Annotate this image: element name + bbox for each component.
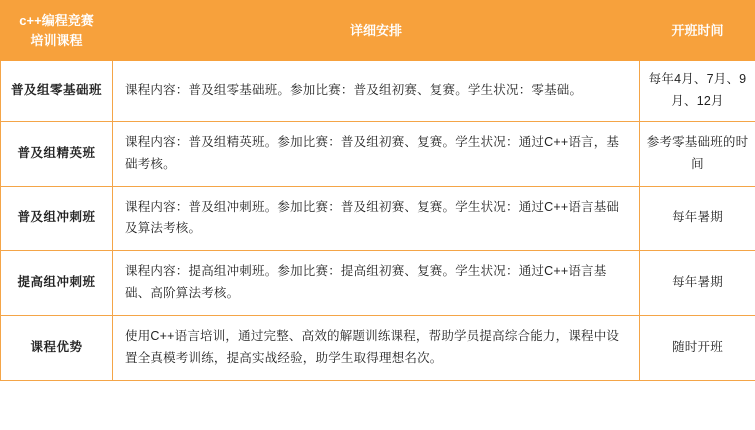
table-row — [1, 316, 755, 381]
course-detail-cell: 课程内容：普及组零基础班。参加比赛：普及组初赛、复赛。学生状况：零基础。 — [113, 61, 640, 122]
table-row — [1, 61, 755, 122]
table-header — [1, 1, 755, 61]
header-course-name — [1, 1, 113, 61]
course-time-cell: 每年4月、7月、9月、12月 — [640, 61, 755, 122]
header-course-name-line1: c++编程竞赛 — [19, 13, 94, 28]
course-name-cell: 课程优势 — [1, 316, 113, 381]
course-time-cell: 每年暑期 — [640, 251, 755, 316]
course-detail-cell: 课程内容：提高组冲刺班。参加比赛：提高组初赛、复赛。学生状况：通过C++语言基础、高阶算法考核。 — [113, 251, 640, 316]
course-detail-cell: 课程内容：普及组冲刺班。参加比赛：普及组初赛、复赛。学生状况：通过C++语言基础及算法考核。 — [113, 186, 640, 251]
course-name-cell: 普及组冲刺班 — [1, 186, 113, 251]
course-name-cell: 普及组精英班 — [1, 121, 113, 186]
header-time: 开班时间 — [640, 1, 755, 61]
course-time-cell: 每年暑期 — [640, 186, 755, 251]
course-name-cell: 普及组零基础班 — [1, 61, 113, 122]
course-detail-cell: 课程内容：普及组精英班。参加比赛：普及组初赛、复赛。学生状况：通过C++语言，基础考核。 — [113, 121, 640, 186]
course-time-cell: 随时开班 — [640, 316, 755, 381]
course-name-cell: 提高组冲刺班 — [1, 251, 113, 316]
table-row — [1, 186, 755, 251]
table-body — [1, 61, 755, 381]
header-course-name-line2: 培训课程 — [30, 32, 83, 48]
table-row — [1, 251, 755, 316]
table-row — [1, 121, 755, 186]
course-time-cell: 参考零基础班的时间 — [640, 121, 755, 186]
header-detail: 详细安排 — [113, 1, 640, 61]
table-header-row — [1, 1, 755, 61]
course-detail-cell: 使用C++语言培训，通过完整、高效的解题训练课程，帮助学员提高综合能力，课程中设置全真模考训练，提高实战经验，助学生取得理想名次。 — [113, 316, 640, 381]
